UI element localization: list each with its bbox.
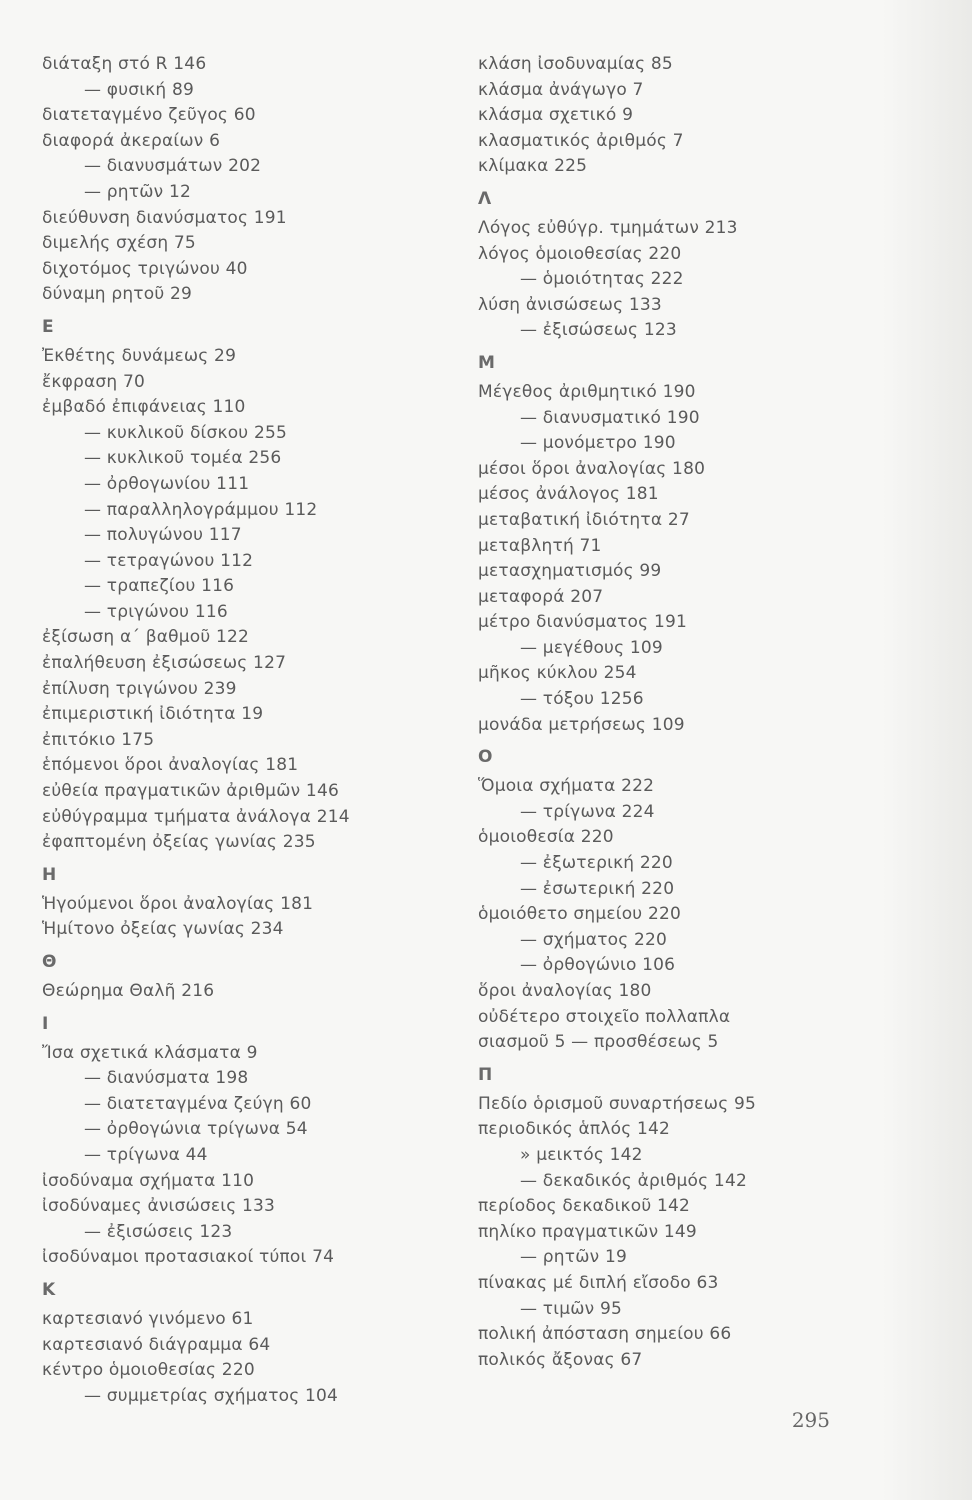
index-entry: καρτεσιανό γινόμενο 61 <box>42 1308 254 1329</box>
index-entry: Θεώρημα Θαλῆ 216 <box>42 981 215 1001</box>
index-subentry: — διανυσματικό 190 <box>520 407 700 428</box>
index-subentry: — φυσική 89 <box>84 79 195 100</box>
index-entry: μονάδα μετρήσεως 109 <box>478 714 685 735</box>
index-entry: ὁμοιοθεσία 220 <box>478 827 614 848</box>
index-entry: λόγος ὁμοιοθεσίας 220 <box>478 243 682 264</box>
index-entry: ὁμοιόθετο σημείου 220 <box>478 904 681 925</box>
index-entry: Ἴσα σχετικά κλάσματα 9 <box>42 1042 258 1063</box>
index-subentry: — ὁμοιότητας 222 <box>520 269 684 290</box>
index-entry: πηλίκο πραγματικῶν 149 <box>478 1221 697 1242</box>
index-entry: ἐμβαδό ἐπιφάνειας 110 <box>42 397 246 418</box>
index-entry: λύση ἀνισώσεως 133 <box>478 294 662 315</box>
index-entry: καρτεσιανό διάγραμμα 64 <box>42 1334 271 1355</box>
index-subentry: — τρίγωνα 44 <box>84 1144 208 1165</box>
page-number: 295 <box>791 1408 830 1432</box>
index-subentry: — κυκλικοῦ τομέα 256 <box>84 448 282 469</box>
index-subentry: — σχήματος 220 <box>520 929 668 950</box>
index-subentry: — τραπεζίου 116 <box>84 576 235 597</box>
index-subentry: — τετραγώνου 112 <box>84 550 254 571</box>
index-letter-heading: Η <box>42 864 57 885</box>
index-entry: Ἡγούμενοι ὅροι ἀναλογίας 181 <box>42 893 314 914</box>
index-letter-heading: Κ <box>42 1279 56 1300</box>
index-subentry: — ὀρθογώνιο 106 <box>520 955 676 976</box>
index-entry: Πεδίο ὁρισμοῦ συναρτήσεως 95 <box>478 1093 757 1114</box>
index-entry: πίνακας μέ διπλή εἴσοδο 63 <box>478 1272 719 1293</box>
index-subentry: — τρίγωνα 224 <box>520 801 655 822</box>
index-entry: Ἡμίτονο ὀξείας γωνίας 234 <box>42 919 284 940</box>
index-entry: μέσοι ὅροι ἀναλογίας 180 <box>478 458 706 479</box>
index-subentry: — μονόμετρο 190 <box>520 433 676 454</box>
index-entry: ἐφαπτομένη ὀξείας γωνίας 235 <box>42 832 316 853</box>
index-entry: μέσος ἀνάλογος 181 <box>478 484 659 505</box>
index-subentry: — μεγέθους 109 <box>520 637 663 658</box>
index-entry: ἐπιμεριστική ἰδιότητα 19 <box>42 704 264 725</box>
index-subentry: — ἐξωτερική 220 <box>520 853 673 874</box>
index-entry: διάταξη στό R 146 <box>42 54 207 74</box>
index-subentry: — ὀρθογώνια τρίγωνα 54 <box>84 1119 308 1140</box>
index-subentry: — διανύσματα 198 <box>84 1068 249 1089</box>
index-entry: εὐθεία πραγματικῶν ἀριθμῶν 146 <box>42 781 339 802</box>
index-column-left <box>42 52 442 1409</box>
index-entry: Λόγος εὐθύγρ. τμημάτων 213 <box>478 217 738 238</box>
index-entry: κλίμακα 225 <box>478 156 588 177</box>
index-subentry: — διανυσμάτων 202 <box>84 156 262 177</box>
index-letter-heading: Λ <box>478 188 492 209</box>
index-column-right <box>478 52 898 1373</box>
index-subentry: — ἐσωτερική 220 <box>520 878 675 899</box>
index-subentry: — τριγώνου 116 <box>84 601 228 622</box>
index-subentry: — διατεταγμένα ζεύγη 60 <box>84 1093 312 1114</box>
index-entry: εὐθύγραμμα τμήματα ἀνάλογα 214 <box>42 806 350 827</box>
index-entry: κλάσμα ἀνάγωγο 7 <box>478 79 644 100</box>
index-entry: κλασματικός ἀριθμός 7 <box>478 130 684 151</box>
index-entry: ἑπόμενοι ὅροι ἀναλογίας 181 <box>42 755 299 776</box>
index-entry: μεταβλητή 71 <box>478 535 602 556</box>
index-entry: ἐξίσωση α΄ βαθμοῦ 122 <box>42 627 250 648</box>
index-subentry: — συμμετρίας σχήματος 104 <box>84 1385 339 1406</box>
index-subentry: — ὀρθογωνίου 111 <box>84 473 250 494</box>
page-edge-shadow <box>882 0 972 1500</box>
index-letter-heading: Θ <box>42 952 57 972</box>
index-entry: διχοτόμος τριγώνου 40 <box>42 258 248 279</box>
index-entry: διατεταγμένο ζεῦγος 60 <box>42 105 256 126</box>
index-entry: Μέγεθος ἀριθμητικό 190 <box>478 381 696 402</box>
index-subentry: — ἐξισώσεως 123 <box>520 320 677 341</box>
index-entry: πολική ἀπόσταση σημείου 66 <box>478 1324 732 1345</box>
index-entry: σιασμοῦ 5 — προσθέσεως 5 <box>478 1032 719 1053</box>
index-subentry: — ρητῶν 12 <box>84 181 191 202</box>
index-entry: ἰσοδύναμοι προτασιακοί τύποι 74 <box>42 1247 335 1268</box>
index-letter-heading: Μ <box>478 352 495 373</box>
index-entry: διεύθυνση διανύσματος 191 <box>42 207 287 228</box>
index-entry: περίοδος δεκαδικοῦ 142 <box>478 1196 691 1217</box>
index-entry: ἰσοδύναμα σχήματα 110 <box>42 1170 255 1191</box>
index-entry: Ὅμοια σχήματα 222 <box>478 776 655 797</box>
index-subentry: — ἐξισώσεις 123 <box>84 1221 233 1242</box>
index-entry: μέτρο διανύσματος 191 <box>478 612 687 633</box>
index-entry: μῆκος κύκλου 254 <box>478 663 637 684</box>
index-subentry: — κυκλικοῦ δίσκου 255 <box>84 422 287 443</box>
index-entry: ἔκφραση 70 <box>42 371 146 392</box>
index-entry: ὅροι ἀναλογίας 180 <box>478 981 652 1001</box>
index-entry: διαφορά ἀκεραίων 6 <box>42 130 221 151</box>
index-entry: πολικός ἄξονας 67 <box>478 1349 643 1370</box>
index-entry: ἰσοδύναμες ἀνισώσεις 133 <box>42 1196 276 1217</box>
index-entry: μεταβατική ἰδιότητα 27 <box>478 509 690 530</box>
index-subentry: — ρητῶν 19 <box>520 1247 627 1268</box>
index-entry: περιοδικός ἁπλός 142 <box>478 1119 671 1140</box>
index-entry: ἐπαλήθευση ἐξισώσεως 127 <box>42 653 287 674</box>
index-subentry: — πολυγώνου 117 <box>84 525 242 546</box>
index-entry: μεταφορά 207 <box>478 586 604 607</box>
index-entry: ἐπιτόκιο 175 <box>42 729 155 750</box>
index-subentry: — δεκαδικός ἀριθμός 142 <box>520 1170 747 1191</box>
index-letter-heading: Π <box>478 1064 493 1085</box>
index-entry: δύναμη ρητοῦ 29 <box>42 284 193 305</box>
index-letter-heading: Ο <box>478 747 493 768</box>
index-entry: διμελής σχέση 75 <box>42 233 196 254</box>
index-letter-heading: Ι <box>42 1013 49 1034</box>
index-subentry: — τιμῶν 95 <box>520 1298 622 1319</box>
index-subentry: — παραλληλογράμμου 112 <box>84 499 318 520</box>
index-entry: κέντρο ὁμοιοθεσίας 220 <box>42 1360 255 1381</box>
index-subentry: — τόξου 1256 <box>520 689 644 710</box>
index-entry: ἐπίλυση τριγώνου 239 <box>42 678 237 699</box>
index-entry: Ἐκθέτης δυνάμεως 29 <box>42 345 237 366</box>
index-letter-heading: Ε <box>42 316 54 337</box>
index-entry: μετασχηματισμός 99 <box>478 561 662 582</box>
index-subentry: » μεικτός 142 <box>520 1144 643 1165</box>
index-entry: κλάση ἰσοδυναμίας 85 <box>478 54 673 74</box>
index-entry: κλάσμα σχετικό 9 <box>478 105 634 126</box>
index-entry: οὐδέτερο στοιχεῖο πολλαπλα <box>478 1006 731 1027</box>
